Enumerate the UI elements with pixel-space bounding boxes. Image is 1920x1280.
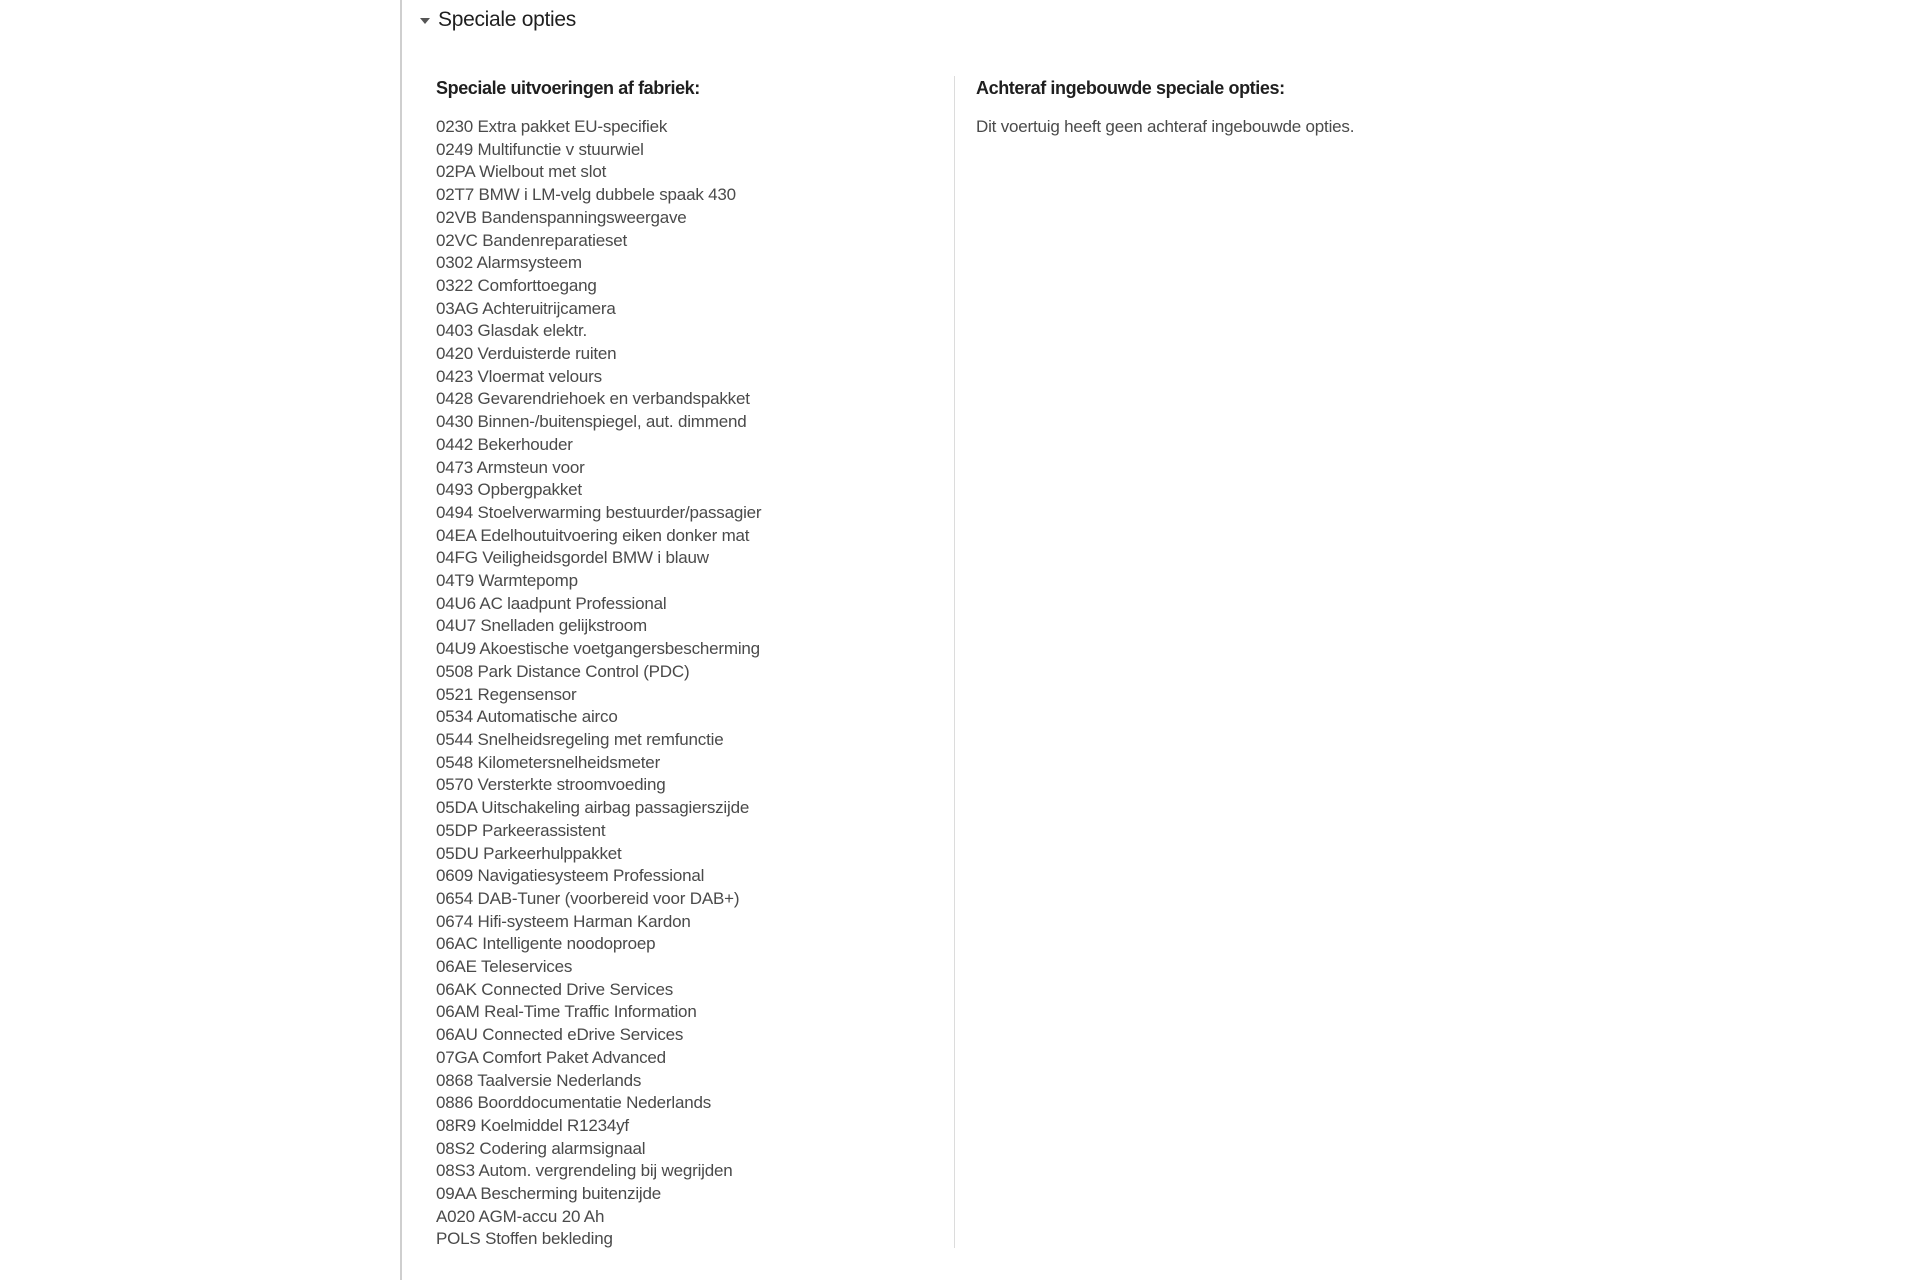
option-item: 0494 Stoelverwarming bestuurder/passagier — [436, 502, 762, 522]
option-item: 0570 Versterkte stroomvoeding — [436, 775, 666, 795]
option-item: 06AK Connected Drive Services — [436, 979, 674, 999]
option-item: 04EA Edelhoutuitvoering eiken donker mat — [436, 525, 750, 545]
option-item: 0674 Hifi-systeem Harman Kardon — [436, 911, 691, 931]
retrofit-options-heading: Achteraf ingebouwde speciale opties: — [976, 78, 1285, 98]
column-divider — [954, 76, 955, 1248]
option-item: 0609 Navigatiesysteem Professional — [436, 866, 705, 886]
option-item: 0886 Boorddocumentatie Nederlands — [436, 1093, 712, 1113]
option-item: 0403 Glasdak elektr. — [436, 321, 587, 341]
option-item: 0868 Taalversie Nederlands — [436, 1070, 642, 1090]
option-item: 08S3 Autom. vergrendeling bij wegrijden — [436, 1161, 733, 1181]
option-item: 06AE Teleservices — [436, 957, 573, 977]
option-item: 03AG Achteruitrijcamera — [436, 298, 616, 318]
section-title: Speciale opties — [438, 8, 576, 31]
option-item: 04U6 AC laadpunt Professional — [436, 593, 667, 613]
special-options-panel — [400, 0, 1416, 1280]
option-item: 0420 Verduisterde ruiten — [436, 344, 617, 364]
option-item: 08S2 Codering alarmsignaal — [436, 1138, 646, 1158]
option-item: 0302 Alarmsysteem — [436, 253, 582, 273]
option-item: 05DP Parkeerassistent — [436, 820, 606, 840]
option-item: 0442 Bekerhouder — [436, 434, 573, 454]
option-item: 04U9 Akoestische voetgangersbescherming — [436, 639, 760, 659]
retrofit-options-column — [976, 76, 1416, 139]
option-item: 06AM Real-Time Traffic Information — [436, 1002, 697, 1022]
section-toggle[interactable] — [420, 8, 576, 32]
option-item: 0544 Snelheidsregeling met remfunctie — [436, 729, 724, 749]
option-item: 0249 Multifunctie v stuurwiel — [436, 139, 644, 159]
option-item: 0423 Vloermat velours — [436, 366, 602, 386]
retrofit-options-text: Dit voertuig heeft geen achteraf ingebouwde opties. — [976, 117, 1355, 136]
option-item: 06AC Intelligente noodoproep — [436, 934, 656, 954]
option-item: 0230 Extra pakket EU-specifiek — [436, 117, 668, 136]
option-item: 02VB Bandenspanningsweergave — [436, 207, 687, 227]
option-item: 02T7 BMW i LM-velg dubbele spaak 430 — [436, 185, 736, 205]
option-item: 0654 DAB-Tuner (voorbereid voor DAB+) — [436, 888, 740, 908]
caret-down-icon[interactable] — [420, 18, 430, 24]
option-item: 0508 Park Distance Control (PDC) — [436, 661, 690, 681]
option-item: 05DA Uitschakeling airbag passagierszijde — [436, 798, 750, 818]
option-item: 0493 Opbergpakket — [436, 480, 582, 500]
option-item: 0430 Binnen-/buitenspiegel, aut. dimmend — [436, 412, 747, 432]
option-item: 02PA Wielbout met slot — [436, 162, 607, 182]
factory-options-column — [436, 76, 936, 1251]
option-item: 0548 Kilometersnelheidsmeter — [436, 752, 661, 772]
option-item: 04FG Veiligheidsgordel BMW i blauw — [436, 548, 709, 568]
option-item: 02VC Bandenreparatieset — [436, 230, 628, 250]
option-item: 0473 Armsteun voor — [436, 457, 585, 477]
option-item: 05DU Parkeerhulppakket — [436, 843, 622, 863]
factory-options-list — [436, 116, 936, 1251]
option-item: 0534 Automatische airco — [436, 707, 618, 727]
option-item: 0428 Gevarendriehoek en verbandspakket — [436, 389, 750, 409]
option-item: 0322 Comforttoegang — [436, 275, 597, 295]
option-item: A020 AGM-accu 20 Ah — [436, 1206, 605, 1226]
option-item: 04T9 Warmtepomp — [436, 571, 578, 591]
option-item: 06AU Connected eDrive Services — [436, 1025, 684, 1045]
option-item: 07GA Comfort Paket Advanced — [436, 1047, 666, 1067]
factory-options-heading: Speciale uitvoeringen af fabriek: — [436, 78, 700, 98]
option-item: 09AA Bescherming buitenzijde — [436, 1184, 661, 1204]
option-item: 04U7 Snelladen gelijkstroom — [436, 616, 648, 636]
option-item: 0521 Regensensor — [436, 684, 577, 704]
option-item: POLS Stoffen bekleding — [436, 1229, 613, 1249]
option-item: 08R9 Koelmiddel R1234yf — [436, 1115, 629, 1135]
